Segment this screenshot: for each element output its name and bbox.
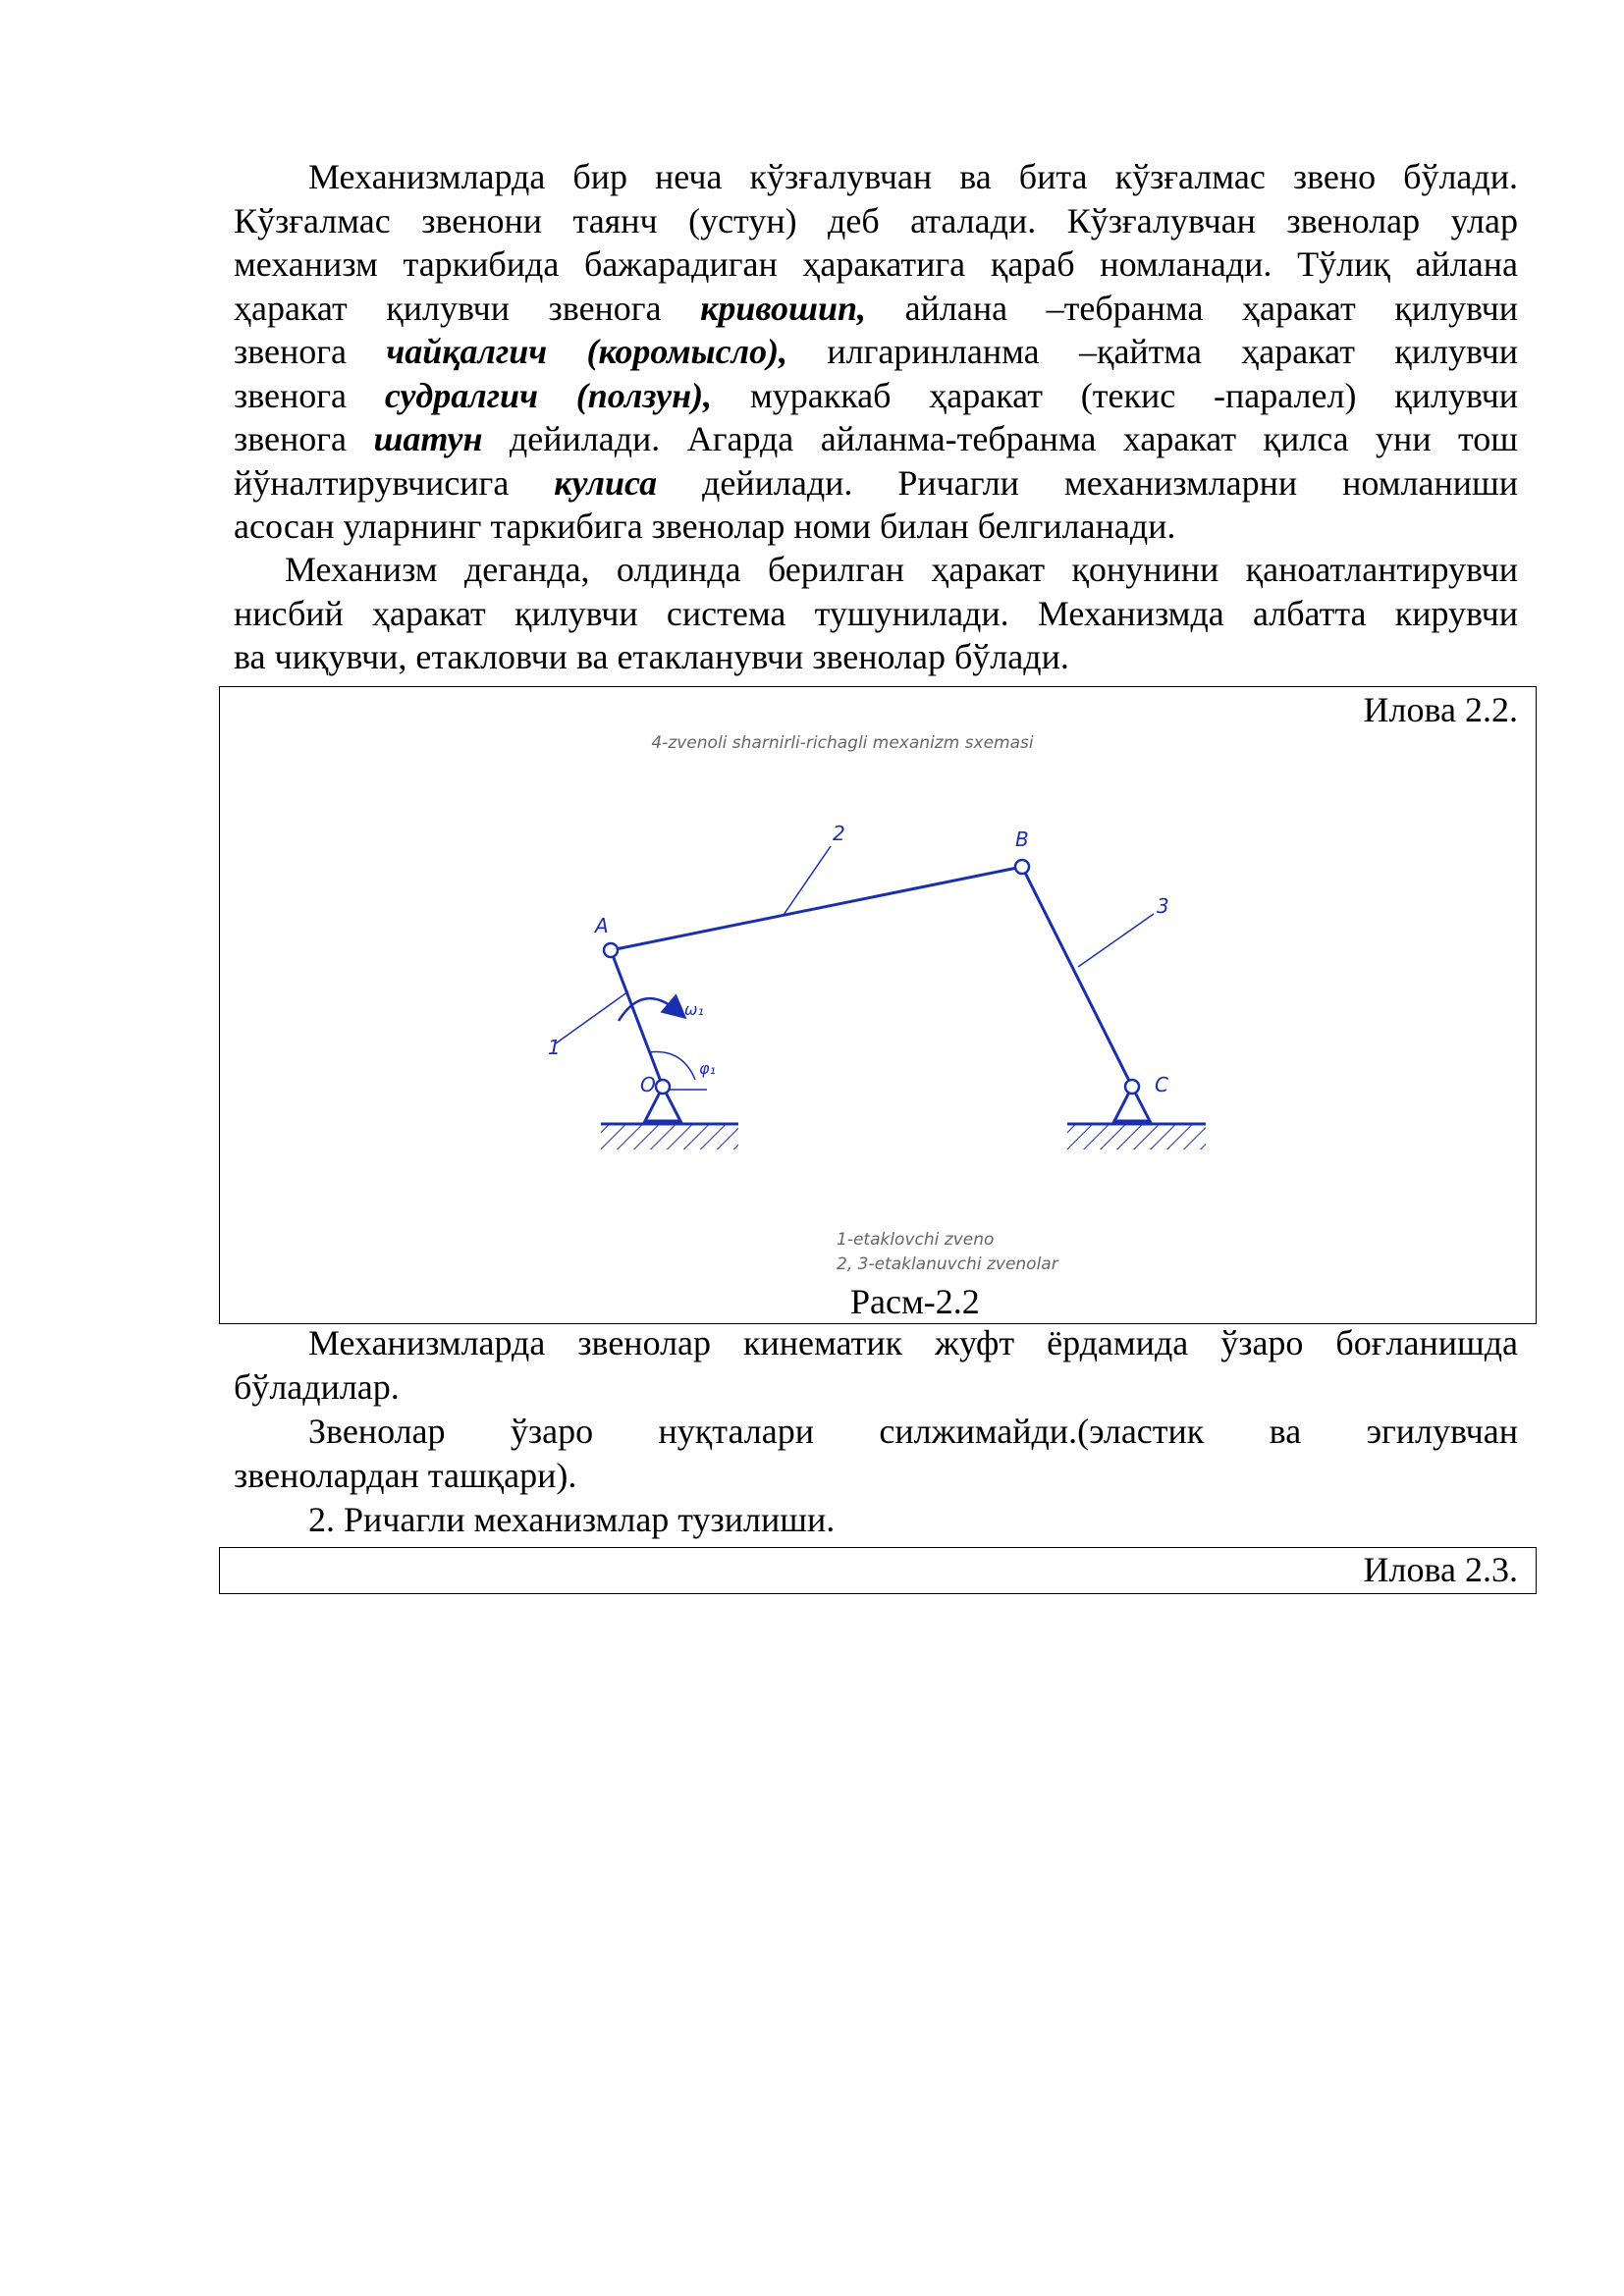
text-line: Механизмларда звенолар кинематик жуфт ёрдамида ўзаро боғланишда — [308, 1323, 1518, 1362]
appendix-box-2-3 — [219, 1547, 1537, 1594]
text-line — [234, 505, 1518, 549]
text-line: ва чиқувчи, етакловчи ва етакланувчи звенолар бўлади. — [234, 637, 1069, 676]
term-sudralgich: судралгич (ползун), — [384, 375, 713, 415]
text: асосан уларнинг таркибига звенолар номи билан белгиланади. — [234, 507, 1176, 546]
text-line — [234, 155, 1518, 199]
text: механизм таркибида бажарадиган ҳаракатига қараб номланади. Тўлиқ айлана — [234, 244, 1518, 284]
label-link-1: 1 — [548, 1036, 561, 1059]
figure-box-2-2 — [219, 686, 1537, 1324]
text-line — [234, 199, 1518, 243]
appendix-label-2-2: Илова 2.2. — [1363, 690, 1518, 729]
diagram-title: 4-zvenoli sharnirli-richagli mexanizm sxemasi — [651, 733, 1034, 753]
text: звенога — [234, 332, 387, 371]
text-line: Звенолар ўзаро нуқталари силжимайди.(эластик ва эгилувчан — [308, 1412, 1518, 1451]
text-line — [234, 330, 1518, 374]
text-line — [234, 287, 1518, 331]
text-line: бўладилар. — [234, 1366, 400, 1407]
text-line: звенолардан ташқари). — [234, 1455, 577, 1495]
text: Кўзғалмас звенони таянч (устун) деб аталади. Кўзғалувчан звенолар улар — [234, 200, 1518, 240]
legend-line-1: 1-etaklovchi zveno — [837, 1230, 995, 1250]
text: звенога — [234, 419, 374, 458]
paragraph-mechanism-links — [234, 155, 1518, 549]
paragraph-kinematic-pair — [234, 1321, 1518, 1409]
label-omega: ω₁ — [684, 1000, 704, 1019]
text: Механизмларда бир неча кўзғалувчан ва бита кўзғалмас звено бўлади. — [308, 157, 1518, 196]
term-kulisa: кулиса — [554, 462, 658, 503]
term-krivoship: кривошип, — [700, 288, 867, 328]
appendix-label-2-3: Илова 2.3. — [1363, 1550, 1518, 1589]
text-line: Механизм деганда, олдинда берилган ҳаракат қонунини қаноатлантирувчи — [285, 550, 1518, 589]
text: илгаринланма –қайтма ҳаракат қилувчи — [787, 332, 1518, 371]
legend-line-2: 2, 3-etaklanuvchi zvenolar — [837, 1255, 1058, 1274]
text: ҳаракат қилувчи звенога — [234, 288, 701, 328]
label-O: O — [640, 1073, 656, 1096]
text-line — [234, 461, 1518, 506]
label-C: C — [1155, 1073, 1168, 1096]
text: йўналтирувчисига — [234, 462, 555, 503]
text: дейилади. Агарда айланма-тебранма харакат қилса уни тош — [482, 419, 1518, 458]
text-line — [234, 374, 1518, 418]
term-chayqalgich: чайқалгич (коромысло), — [386, 332, 788, 371]
text-line: нисбий ҳаракат қилувчи система тушунилади. Механизмда албатта кирувчи — [234, 593, 1518, 633]
text: мураккаб ҳаракат (текис -паралел) қилувчи — [712, 375, 1518, 415]
text: айлана –тебранма ҳаракат қилувчи — [866, 288, 1518, 328]
text: звенога — [234, 375, 385, 415]
paragraph-link-points — [234, 1410, 1518, 1497]
label-B: B — [1015, 828, 1029, 851]
label-A: A — [595, 914, 609, 937]
label-link-2: 2 — [833, 822, 845, 845]
text: дейилади. Ричагли механизмларни номланиши — [657, 462, 1518, 503]
text-line — [234, 242, 1518, 287]
label-link-3: 3 — [1157, 894, 1169, 918]
term-shatun: шатун — [373, 419, 483, 458]
label-phi: φ₁ — [699, 1059, 716, 1078]
text-line — [234, 417, 1518, 461]
figure-caption: Расм-2.2 — [850, 1282, 980, 1321]
section-heading — [234, 1498, 1518, 1542]
heading-text: 2. Ричагли механизмлар тузилиши. — [308, 1500, 836, 1539]
paragraph-mechanism-definition — [234, 548, 1518, 679]
